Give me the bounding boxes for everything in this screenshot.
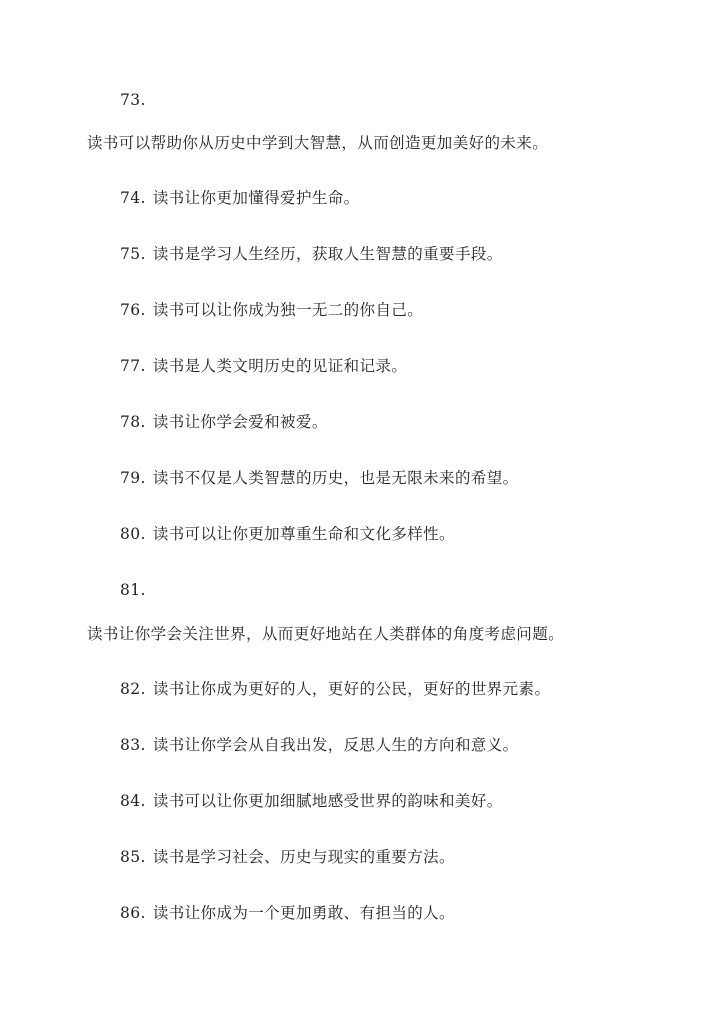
item-text: 读书让你成为一个更加勇敢、有担当的人。 [152,904,455,922]
list-item-80 [120,524,455,544]
list-item-75 [120,244,503,264]
item-73-text: 读书可以帮助你从历史中学到大智慧，从而创造更加美好的未来。 [87,134,549,152]
list-item-84 [120,791,503,811]
item-81-number: 81. [120,581,146,599]
item-text: 读书让你学会爱和被爱。 [152,413,328,431]
item-number: 84. [120,792,146,810]
item-number: 74. [120,189,146,207]
item-81-text: 读书让你学会关注世界，从而更好地站在人类群体的角度考虑问题。 [87,625,565,643]
item-number: 75. [120,245,146,263]
list-item-77 [120,356,407,376]
list-item-86 [120,903,455,923]
item-number: 80. [120,525,146,543]
list-item-74 [120,188,360,208]
item-text: 读书可以让你更加尊重生命和文化多样性。 [152,525,455,543]
item-text: 读书让你学会从自我出发，反思人生的方向和意义。 [152,736,519,754]
item-73-number: 73. [120,91,146,109]
item-text: 读书让你更加懂得爱护生命。 [152,189,360,207]
item-number: 76. [120,301,146,319]
item-number: 86. [120,904,146,922]
item-number: 83. [120,736,146,754]
item-number: 77. [120,357,146,375]
item-number: 82. [120,680,146,698]
list-item-79 [120,468,519,488]
item-text: 读书可以让你成为独一无二的你自己。 [152,301,424,319]
item-text: 读书让你成为更好的人，更好的公民，更好的世界元素。 [152,680,551,698]
item-number: 78. [120,413,146,431]
list-item-85 [120,847,455,867]
item-number: 79. [120,469,146,487]
item-number: 85. [120,848,146,866]
list-item-78 [120,412,328,432]
item-text: 读书不仅是人类智慧的历史，也是无限未来的希望。 [152,469,519,487]
list-item-76 [120,300,423,320]
item-text: 读书是学习人生经历，获取人生智慧的重要手段。 [152,245,503,263]
item-text: 读书是学习社会、历史与现实的重要方法。 [152,848,455,866]
list-item-83 [120,735,519,755]
item-text: 读书是人类文明历史的见证和记录。 [152,357,408,375]
list-item-82 [120,679,550,699]
item-text: 读书可以让你更加细腻地感受世界的韵味和美好。 [152,792,503,810]
